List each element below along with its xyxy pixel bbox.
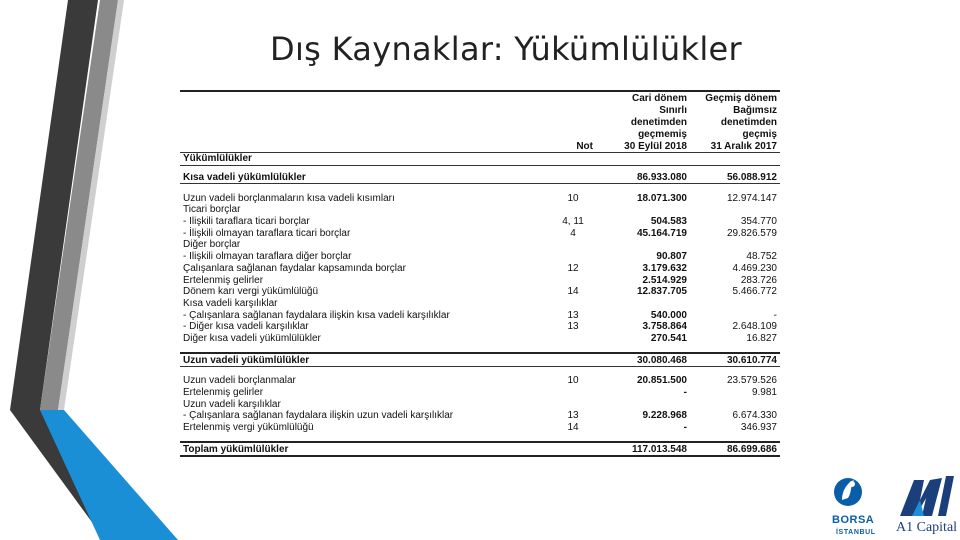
header-note: Not <box>550 140 596 153</box>
header-audit-prior-3: geçmiş <box>742 129 777 140</box>
table-row: Diğer kısa vadeli yükümlülükler 270.541 16.827 <box>183 332 777 344</box>
decorative-side-panel <box>0 0 200 540</box>
header-row-period <box>180 91 780 104</box>
table-row: - Diğer kısa vadeli karşılıklar 13 3.758.864 2.648.109 <box>183 321 777 333</box>
table-row: - Çalışanlara sağlanan faydalara ilişkin kısa vadeli karşılıklar 13 540.000 - <box>183 309 777 321</box>
header-audit-current-1: Sınırlı <box>659 105 687 116</box>
table-row: Uzun vadeli borçlanmaların kısa vadeli kısımları 10 18.071.300 12.974.147 <box>183 192 777 204</box>
table-row: - İlişkili olmayan taraflara diğer borçlar 90.807 48.752 <box>183 251 777 263</box>
header-row-audit-3 <box>180 128 780 140</box>
header-audit-current-2: denetimden <box>630 117 687 128</box>
header-row-dates <box>180 140 780 153</box>
istanbul-logo-text: İSTANBUL <box>836 529 876 536</box>
a1-capital-logo-icon <box>900 476 954 516</box>
page-title: Dış Kaynaklar: Yükümlülükler <box>270 30 742 68</box>
header-audit-prior-2: denetimden <box>720 117 777 128</box>
table-row: Uzun vadeli borçlanmalar 10 20.851.500 23.579.526 <box>183 375 777 387</box>
table-row-total: Toplam yükümlülükler 117.013.548 86.699.686 <box>180 442 780 456</box>
table-row: Dönem karı vergi yükümlülüğü 14 12.837.705 5.466.772 <box>183 286 777 298</box>
header-period-current: Cari dönem <box>596 91 690 104</box>
table-row: Çalışanlara sağlanan faydalar kapsamında borçlar 12 3.179.632 4.469.230 <box>183 262 777 274</box>
liabilities-table <box>180 90 780 457</box>
header-audit-prior-1: Bağımsız <box>733 105 777 116</box>
borsa-istanbul-logo-icon <box>834 478 862 506</box>
table-row: Ertelenmiş vergi yükümlülüğü 14 - 346.937 <box>183 422 777 434</box>
table-row: Uzun vadeli karşılıklar <box>183 398 281 410</box>
table-row: - Çalışanlara sağlanan faydalara ilişkin uzun vadeli karşılıklar 13 9.228.968 6.674.330 <box>183 410 777 422</box>
table-row: Ertelenmiş gelirler - 9.981 <box>183 387 777 399</box>
header-date-prior: 31 Aralık 2017 <box>690 140 780 153</box>
section-title-row <box>180 153 780 166</box>
table-row: Uzun vadeli yükümlülükler 30.080.468 30.610.774 <box>180 353 780 366</box>
header-period-prior: Geçmiş dönem <box>690 91 780 104</box>
table-row: - İlişkili taraflara ticari borçlar 4, 11 504.583 354.770 <box>183 216 777 228</box>
table-row: - İlişkili olmayan taraflara ticari borçlar 4 45.164.719 29.826.579 <box>183 227 777 239</box>
table-row: Kısa vadeli karşılıklar <box>183 297 278 309</box>
table-row: Diğer borçlar <box>183 239 241 251</box>
table-row: Ertelenmiş gelirler 2.514.929 283.726 <box>183 274 777 286</box>
table-row: Kısa vadeli yükümlülükler 86.933.080 56.088.912 <box>180 172 780 184</box>
header-audit-current-3: geçmemiş <box>638 129 687 140</box>
header-row-audit-2 <box>180 116 780 128</box>
a1-capital-logo-text: A1 Capital <box>896 520 958 535</box>
table-row: Ticari borçlar <box>183 204 241 216</box>
header-date-current: 30 Eylül 2018 <box>596 140 690 153</box>
header-row-audit-1 <box>180 104 780 116</box>
borsa-logo-text: BORSA <box>832 514 875 526</box>
section-title: Yükümlülükler <box>180 153 550 166</box>
